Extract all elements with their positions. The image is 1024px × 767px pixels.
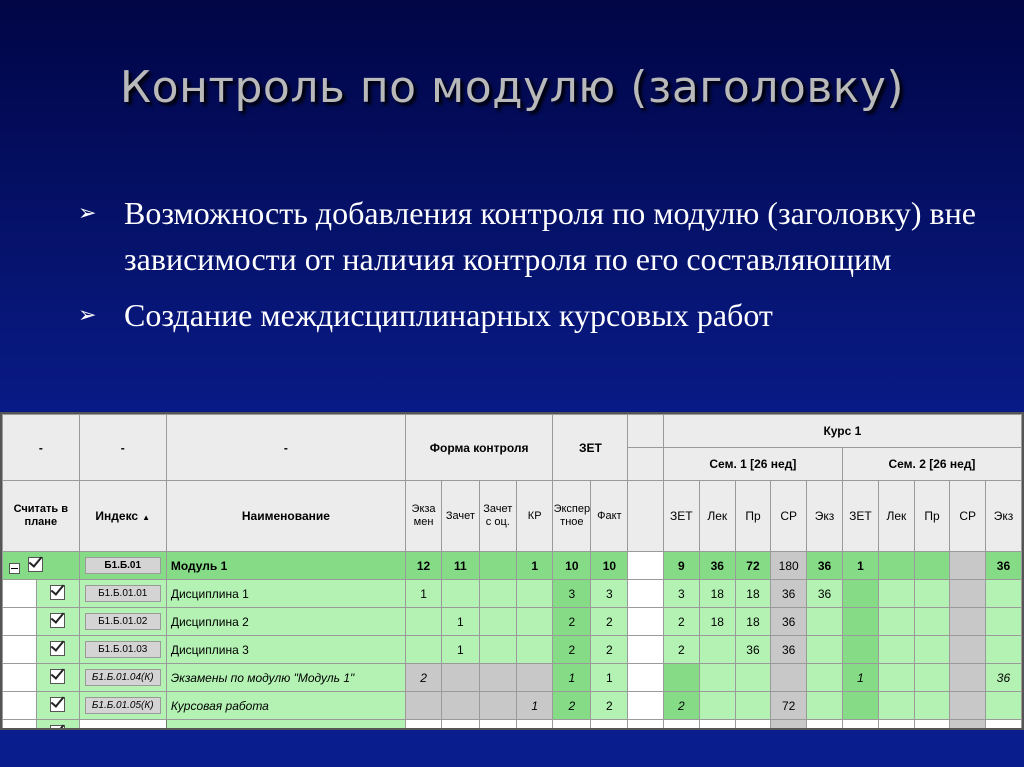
cell[interactable] xyxy=(985,692,1021,720)
cell[interactable]: 1 xyxy=(842,664,878,692)
header-s1-pr: Пр xyxy=(735,481,771,552)
header-zet: ЗЕТ xyxy=(553,415,628,481)
cell[interactable] xyxy=(699,664,735,692)
cell[interactable] xyxy=(479,664,516,692)
cell[interactable] xyxy=(405,636,441,664)
cell[interactable]: 11 xyxy=(442,552,479,580)
cell[interactable] xyxy=(878,636,914,664)
cell[interactable]: 10 xyxy=(553,552,591,580)
cell[interactable] xyxy=(878,608,914,636)
cell[interactable] xyxy=(985,580,1021,608)
cell[interactable] xyxy=(878,580,914,608)
cell[interactable]: 12 xyxy=(405,552,441,580)
cell[interactable] xyxy=(479,636,516,664)
header-sem1: Сем. 1 [26 нед] xyxy=(663,448,842,481)
cell[interactable]: 36 xyxy=(985,552,1021,580)
cell[interactable] xyxy=(950,664,986,692)
cell[interactable] xyxy=(914,692,950,720)
cell[interactable] xyxy=(842,636,878,664)
cell[interactable] xyxy=(914,636,950,664)
header-s2-ekz: Экз xyxy=(985,481,1021,552)
cell[interactable]: 1 xyxy=(842,552,878,580)
new-name-cell[interactable] xyxy=(166,720,405,731)
cell[interactable] xyxy=(914,552,950,580)
cell[interactable] xyxy=(807,692,843,720)
bullet-arrow-icon: ➢ xyxy=(78,200,97,225)
new-row[interactable] xyxy=(3,720,1022,731)
cell[interactable] xyxy=(735,692,771,720)
bullet-list xyxy=(78,190,978,348)
new-index-input[interactable] xyxy=(79,720,166,731)
header-s1-lek: Лек xyxy=(699,481,735,552)
header-s2-sr: СР xyxy=(950,481,986,552)
bullet-item xyxy=(78,292,978,338)
cell[interactable] xyxy=(405,692,441,720)
cell[interactable] xyxy=(878,664,914,692)
cell[interactable]: 36 xyxy=(985,664,1021,692)
checkbox-icon[interactable] xyxy=(50,669,65,684)
curriculum-table xyxy=(2,414,1022,730)
sort-triangle-icon: ▲ xyxy=(142,513,151,522)
cell[interactable] xyxy=(442,580,479,608)
index-cell: Б1.Б.01.01 xyxy=(85,585,161,602)
header-zachet: Зачет xyxy=(442,481,479,552)
cell[interactable] xyxy=(699,692,735,720)
cell[interactable]: 1 xyxy=(517,552,553,580)
cell[interactable] xyxy=(842,608,878,636)
bullet-text: Возможность добавления контроля по модулю (заголовку) вне зависимости от наличия контроля по его составляющим xyxy=(124,195,976,277)
cell[interactable] xyxy=(950,692,986,720)
cell[interactable]: 36 xyxy=(735,636,771,664)
index-cell: Б1.Б.01.05(К) xyxy=(85,697,161,714)
cell[interactable] xyxy=(699,636,735,664)
cell[interactable] xyxy=(442,664,479,692)
header-sem2: Сем. 2 [26 нед] xyxy=(842,448,1021,481)
cell[interactable] xyxy=(950,608,986,636)
header-forma-kontrolya: Форма контроля xyxy=(405,415,552,481)
bullet-arrow-icon: ➢ xyxy=(78,302,97,327)
cell[interactable] xyxy=(914,664,950,692)
collapse-icon[interactable] xyxy=(9,563,20,574)
cell[interactable]: 3 xyxy=(553,580,591,608)
header-expert: Экспер тное xyxy=(553,481,591,552)
cell[interactable]: 36 xyxy=(807,552,843,580)
cell[interactable]: 10 xyxy=(591,552,628,580)
cell[interactable]: 36 xyxy=(807,580,843,608)
cell[interactable] xyxy=(517,636,553,664)
cell[interactable] xyxy=(878,552,914,580)
header-s2-pr: Пр xyxy=(914,481,950,552)
cell[interactable] xyxy=(663,664,699,692)
index-cell: Б1.Б.01 xyxy=(85,557,161,574)
checkbox-icon[interactable] xyxy=(50,697,65,712)
slide-title: Контроль по модулю (заголовку) xyxy=(119,62,905,113)
cell[interactable]: 1 xyxy=(405,580,441,608)
name-cell[interactable]: Модуль 1 xyxy=(166,552,405,580)
cell[interactable] xyxy=(878,692,914,720)
table-row[interactable] xyxy=(3,608,1022,636)
cell[interactable] xyxy=(479,692,516,720)
checkbox-icon[interactable] xyxy=(28,557,43,572)
cell[interactable] xyxy=(517,664,553,692)
header-s1-sr: СР xyxy=(771,481,807,552)
checkbox-icon[interactable] xyxy=(50,585,65,600)
cell[interactable]: 36 xyxy=(771,580,807,608)
bullet-item xyxy=(78,190,978,282)
cell[interactable] xyxy=(950,636,986,664)
index-cell: Б1.Б.01.04(К) xyxy=(85,669,161,686)
cell[interactable]: 3 xyxy=(663,580,699,608)
cell[interactable] xyxy=(479,552,516,580)
header-ekza: Экза мен xyxy=(405,481,441,552)
cell[interactable] xyxy=(842,692,878,720)
checkbox-icon[interactable] xyxy=(50,641,65,656)
header-dash: - xyxy=(3,415,80,481)
cell[interactable]: 2 xyxy=(553,608,591,636)
header-name: Наименование xyxy=(166,481,405,552)
cell[interactable]: 18 xyxy=(699,580,735,608)
checkbox-icon[interactable] xyxy=(50,613,65,628)
cell[interactable]: 1 xyxy=(442,608,479,636)
name-cell[interactable]: Дисциплина 2 xyxy=(166,608,405,636)
cell[interactable] xyxy=(985,636,1021,664)
cell[interactable]: 2 xyxy=(663,692,699,720)
cell[interactable]: 18 xyxy=(699,608,735,636)
cell[interactable]: 2 xyxy=(663,608,699,636)
cell[interactable]: 2 xyxy=(591,608,628,636)
cell[interactable] xyxy=(807,636,843,664)
cell[interactable] xyxy=(950,580,986,608)
cell[interactable] xyxy=(442,692,479,720)
header-s1-zet: ЗЕТ xyxy=(663,481,699,552)
cell[interactable]: 2 xyxy=(591,692,628,720)
header-zachet-oc: Зачет с оц. xyxy=(479,481,516,552)
name-cell[interactable]: Дисциплина 1 xyxy=(166,580,405,608)
cell[interactable]: 1 xyxy=(591,664,628,692)
name-cell[interactable]: Дисциплина 3 xyxy=(166,636,405,664)
cell[interactable]: 72 xyxy=(735,552,771,580)
cell[interactable]: 36 xyxy=(699,552,735,580)
cell[interactable]: 2 xyxy=(663,636,699,664)
bullet-text: Создание междисциплинарных курсовых работ xyxy=(124,297,773,333)
index-cell: Б1.Б.01.02 xyxy=(85,613,161,630)
cell[interactable] xyxy=(807,608,843,636)
index-cell: Б1.Б.01.03 xyxy=(85,641,161,658)
cell[interactable] xyxy=(914,580,950,608)
name-cell[interactable]: Курсовая работа xyxy=(166,692,405,720)
cell[interactable]: 3 xyxy=(591,580,628,608)
cell[interactable]: 180 xyxy=(771,552,807,580)
header-dash: - xyxy=(166,415,405,481)
cell[interactable]: 1 xyxy=(517,692,553,720)
cell[interactable] xyxy=(405,608,441,636)
cell[interactable] xyxy=(771,664,807,692)
checkbox-icon[interactable] xyxy=(50,725,65,731)
header-s2-zet: ЗЕТ xyxy=(842,481,878,552)
cell[interactable]: 9 xyxy=(663,552,699,580)
name-cell[interactable]: Экзамены по модулю "Модуль 1" xyxy=(166,664,405,692)
cell[interactable]: 36 xyxy=(771,636,807,664)
cell[interactable]: 1 xyxy=(553,664,591,692)
table-row[interactable] xyxy=(3,664,1022,692)
cell[interactable] xyxy=(517,608,553,636)
cell[interactable]: 2 xyxy=(553,636,591,664)
cell[interactable] xyxy=(914,608,950,636)
table-row[interactable] xyxy=(3,636,1022,664)
cell[interactable] xyxy=(985,608,1021,636)
cell[interactable]: 18 xyxy=(735,580,771,608)
cell[interactable]: 2 xyxy=(553,692,591,720)
cell[interactable] xyxy=(479,580,516,608)
header-index[interactable]: Индекс ▲ xyxy=(79,481,166,552)
cell[interactable]: 18 xyxy=(735,608,771,636)
header-fakt: Факт xyxy=(591,481,628,552)
header-kr: КР xyxy=(517,481,553,552)
cell[interactable]: 1 xyxy=(442,636,479,664)
cell[interactable] xyxy=(479,608,516,636)
cell[interactable]: 2 xyxy=(405,664,441,692)
cell[interactable]: 2 xyxy=(591,636,628,664)
cell[interactable]: 72 xyxy=(771,692,807,720)
cell[interactable] xyxy=(950,552,986,580)
table-row[interactable] xyxy=(3,580,1022,608)
table-row[interactable] xyxy=(3,692,1022,720)
cell[interactable] xyxy=(842,580,878,608)
cell[interactable] xyxy=(735,664,771,692)
header-s2-lek: Лек xyxy=(878,481,914,552)
header-kurs: Курс 1 xyxy=(663,415,1021,448)
header-dash: - xyxy=(79,415,166,481)
curriculum-grid xyxy=(0,412,1024,730)
cell[interactable] xyxy=(517,580,553,608)
cell[interactable] xyxy=(807,664,843,692)
table-row[interactable] xyxy=(3,552,1022,580)
cell[interactable]: 36 xyxy=(771,608,807,636)
header-s1-ekz: Экз xyxy=(807,481,843,552)
header-schitat: Считать в плане xyxy=(3,481,80,552)
